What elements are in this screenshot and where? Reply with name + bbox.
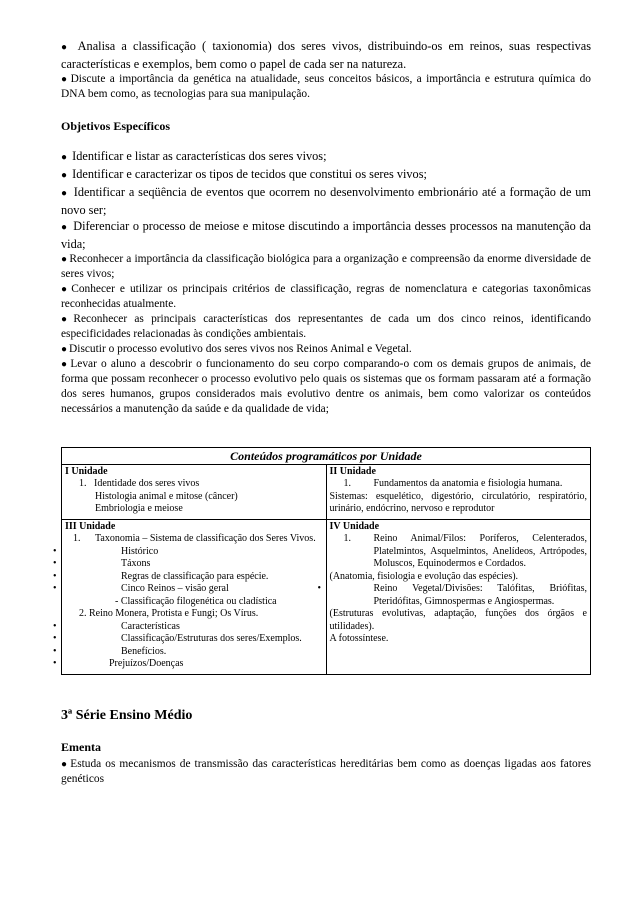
unit-4-cell (326, 519, 591, 674)
unit-1-cell (62, 464, 327, 519)
objetivo-item: ● Levar o aluno a descobrir o funcionamento do seu corpo comparando-o com os demais grupos de animais, de forma que possam reconhecer o processo evolutivo pelo quais os sistemas que os formam passaram até a formação dos seres humanos, grupos considerados mais evolutivo dentre os animais, bem como valorizar os conteúdos necessários a manutenção da saúde e da qualidade de vida; (61, 358, 591, 415)
unit-3-bullet: • Cinco Reinos – visão geral (65, 583, 323, 596)
ementa-heading: Ementa (61, 739, 101, 754)
objetivos-heading: Objetivos Específicos (61, 119, 170, 133)
document-page (61, 38, 591, 787)
unit-3-bullet: • Características (65, 621, 323, 634)
unit-3-bullet: • Classificação/Estruturas dos seres/Exemplos. (65, 633, 323, 646)
unit-3-cell (62, 519, 327, 674)
unit-4-note-1: (Anatomia, fisiologia e evolução das espécies). (329, 570, 519, 582)
bullet-icon: ● (61, 758, 69, 770)
intro-paragraph-1: ● Analisa a classificação ( taxionomia) dos seres vivos, distribuindo-os em reinos, suas respectivas características e exemplos, bem como o papel de cada ser na natureza. (61, 39, 591, 71)
bullet-icon: ● (61, 74, 69, 85)
unit-2-title: II Unidade (329, 465, 376, 477)
unit-4-title: IV Unidade (329, 520, 380, 532)
bullet-icon: ● (61, 359, 69, 370)
unit-2-cell (326, 464, 591, 519)
unit-1-title: I Unidade (65, 465, 108, 477)
bullet-icon: ● (61, 42, 71, 53)
objetivos-list (61, 148, 591, 417)
objetivo-item: ● Conhecer e utilizar os principais critérios de classificação, regras de nomenclatura e categorias taxonômicas reconhecidas atualmente. (61, 283, 591, 310)
unit-3-cladistica: - Classificação filogenética ou cladística (115, 595, 277, 607)
objetivo-item: ● Identificar e caracterizar os tipos de tecidos que constitui os seres vivos; (61, 167, 427, 181)
unit-4-bullet: • Reino Vegetal/Divisões: Talófitas, Briófitas, Pteridófitas, Gimnospermas e Angiospermas. (330, 583, 588, 608)
unit-4-item: 1. Reino Animal/Filos: Poríferos, Celenterados, Platelmintos, Asquelmintos, Anelídeos, Artrópodes, Moluscos, Equinodermos e Cordados. (343, 533, 587, 569)
bullet-icon: ● (61, 152, 68, 163)
unit-2-item: 1. Fundamentos da anatomia e fisiologia humana. (343, 478, 563, 489)
spacer (61, 417, 591, 447)
unit-3-bullet: • Regras de classificação para espécie. (65, 571, 323, 584)
bullet-icon: ● (61, 344, 68, 355)
objetivo-item: ● Discutir o processo evolutivo dos seres vivos nos Reinos Animal e Vegetal. (61, 343, 412, 355)
objetivo-item: ● Reconhecer as principais características dos representantes de cada um dos cinco reinos, identificando especificidades relacionadas às condições ambientais. (61, 313, 591, 340)
bullet-icon: ● (61, 314, 72, 325)
unit-3-item: 1. Taxonomia – Sistema de classificação dos Seres Vivos. (73, 533, 316, 544)
unit-4-note-3: A fotossíntese. (329, 633, 389, 644)
unit-3-bullet: • Benefícios. (65, 646, 323, 659)
unit-1-item: 1. Identidade dos seres vivos (79, 478, 200, 489)
objetivo-item: ● Diferenciar o processo de meiose e mitose discutindo a importância desses processos na manutenção da vida; (61, 219, 592, 251)
bullet-icon: ● (61, 222, 68, 233)
objetivo-item: ● Identificar a seqüência de eventos que ocorrem no desenvolvimento embrionário até a formação de um novo ser; (61, 185, 592, 217)
conteudos-table (61, 447, 591, 675)
unit-1-line: Embriologia e meiose (95, 503, 183, 514)
unit-3-title: III Unidade (65, 520, 116, 532)
table-title: Conteúdos programáticos por Unidade (62, 448, 591, 465)
unit-1-line: Histologia animal e mitose (câncer) (95, 490, 238, 502)
unit-2-sistemas: Sistemas: esquelético, digestório, circulatório, respiratório, urinário, endócrino, nervoso e reprodutor (329, 490, 587, 514)
unit-3-bullet: • Táxons (65, 558, 323, 571)
serie-heading: 3ª Série Ensino Médio (61, 707, 193, 723)
objetivo-item: ● Identificar e listar as características dos seres vivos; (61, 149, 327, 163)
unit-4-note-2: (Estruturas evolutivas, adaptação, funções dos órgãos e utilidades). (329, 608, 587, 632)
bullet-icon: ● (61, 284, 70, 295)
unit-3-item-2: 2. Reino Monera, Protista e Fungi; Os Vírus. (79, 608, 259, 619)
unit-3-bullet: • Histórico (65, 546, 323, 559)
bullet-icon: ● (61, 254, 68, 265)
intro-paragraph-2: ● Discute a importância da genética na atualidade, seus conceitos básicos, a importância e estrutura química do DNA bem como, as tecnologias para sua manipulação. (61, 73, 591, 100)
objetivo-item: ● Reconhecer a importância da classificação biológica para a organização e compreensão da enorme diversidade de seres vivos; (61, 253, 591, 280)
bullet-icon: ● (61, 188, 68, 199)
unit-3-last: • Prejuízos/Doenças (65, 658, 323, 671)
bullet-icon: ● (61, 170, 68, 181)
ementa-paragraph: ● Estuda os mecanismos de transmissão das características hereditárias bem como as doenças ligadas aos fatores genéticos (61, 757, 591, 785)
